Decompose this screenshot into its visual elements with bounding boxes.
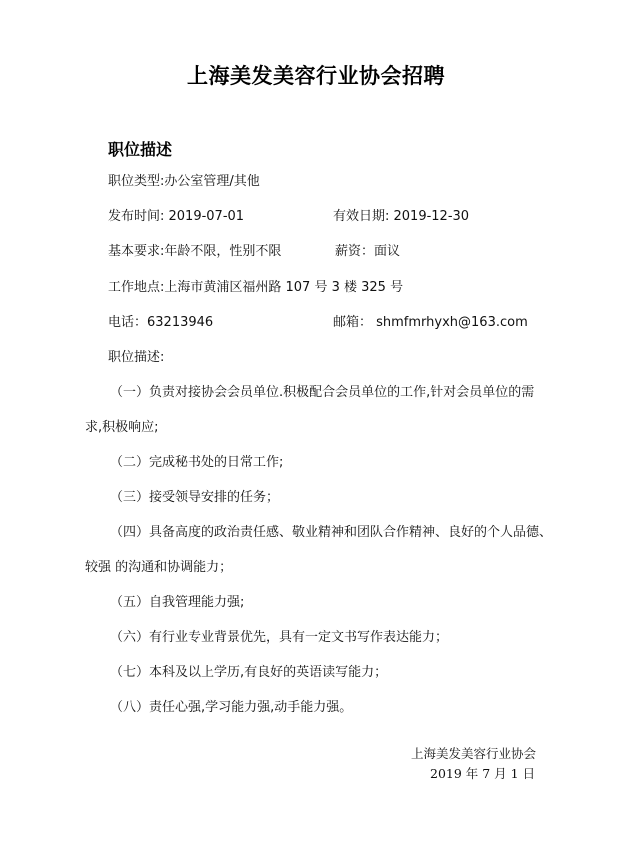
work-location: 工作地点:上海市黄浦区福州路 107 号 3 楼 325 号: [108, 280, 404, 295]
salary: 薪资：面议: [335, 244, 401, 259]
duty-3: （三）接受领导安排的任务；: [110, 490, 280, 505]
duty-7: （七）本科及以上学历,有良好的英语读写能力；: [110, 665, 388, 680]
duty-4-line-1: （四）具备高度的政治责任感、敬业精神和团队合作精神、良好的个人品德、: [110, 525, 553, 540]
footer-organization: 上海美发美容行业协会: [411, 746, 537, 761]
duty-1-line-1: （一）负责对接协会会员单位.积极配合会员单位的工作,针对会员单位的需: [110, 385, 535, 400]
valid-date: 有效日期: 2019-12-30: [333, 209, 470, 224]
phone: 电话：63213946: [108, 315, 214, 330]
email: 邮箱： shmfmrhyxh@163.com: [333, 315, 528, 330]
requirements: 基本要求:年龄不限，性别不限: [108, 244, 282, 259]
duty-1-line-2: 求,积极响应;: [85, 420, 159, 435]
description-label: 职位描述:: [108, 350, 165, 365]
duty-5: （五）自我管理能力强;: [110, 595, 245, 610]
footer-date: 2019 年 7 月 1 日: [430, 766, 536, 781]
publish-date: 发布时间: 2019-07-01: [108, 209, 245, 224]
duty-6: （六）有行业专业背景优先，具有一定文书写作表达能力；: [110, 630, 449, 645]
duty-8: （八）责任心强,学习能力强,动手能力强。: [110, 700, 353, 715]
section-heading: 职位描述: [108, 140, 173, 159]
duty-4-line-2: 较强 的沟通和协调能力；: [85, 560, 233, 575]
job-type: 职位类型:办公室管理/其他: [108, 174, 260, 189]
page-title: 上海美发美容行业协会招聘: [187, 64, 445, 88]
duty-2: （二）完成秘书处的日常工作;: [110, 455, 284, 470]
